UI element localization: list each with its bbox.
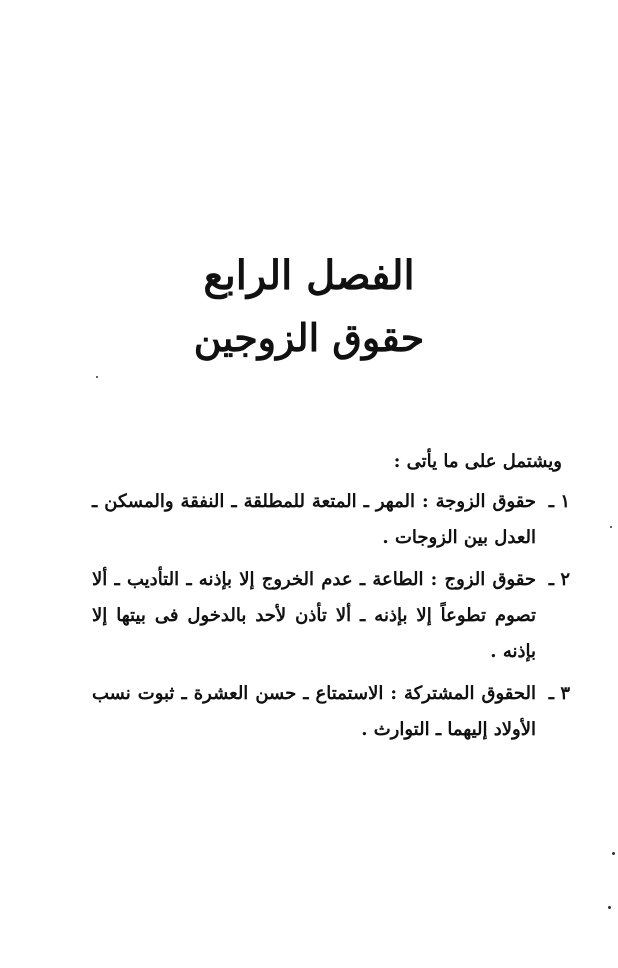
- chapter-subtitle: حقوق الزوجين: [193, 315, 425, 360]
- item-number: ٣ ـ: [548, 683, 570, 704]
- chapter-content: [92, 444, 570, 754]
- list-item: [92, 562, 570, 670]
- chapter-heading: [60, 248, 558, 368]
- intro-text: ويشتمل على ما يأتى :: [393, 451, 562, 472]
- item-number: ١ ـ: [548, 491, 570, 512]
- item-text: الحقوق المشتركة : الاستمتاع ـ حسن العشرة ـ ثبوت نسب الأولاد إليهما ـ التوارث .: [92, 683, 536, 740]
- list-item: [92, 484, 570, 556]
- item-text: حقوق الزوجة : المهر ـ المتعة للمطلقة ـ النفقة والمسكن ـ العدل بين الزوجات .: [92, 491, 536, 548]
- scan-speck: [608, 906, 611, 909]
- list-item: [92, 676, 570, 748]
- item-number: ٢ ـ: [548, 569, 570, 590]
- item-text: حقوق الزوج : الطاعة ـ عدم الخروج إلا بإذنه ـ التأديب ـ ألا تصوم تطوعاً إلا بإذنه ـ ألا تأذن لأحد بالدخول فى بيتها إلا بإذنه .: [92, 569, 536, 662]
- scan-speck: [96, 376, 98, 378]
- chapter-title: الفصل الرابع: [203, 252, 415, 299]
- scan-speck: [610, 526, 612, 528]
- scan-speck: [612, 852, 615, 855]
